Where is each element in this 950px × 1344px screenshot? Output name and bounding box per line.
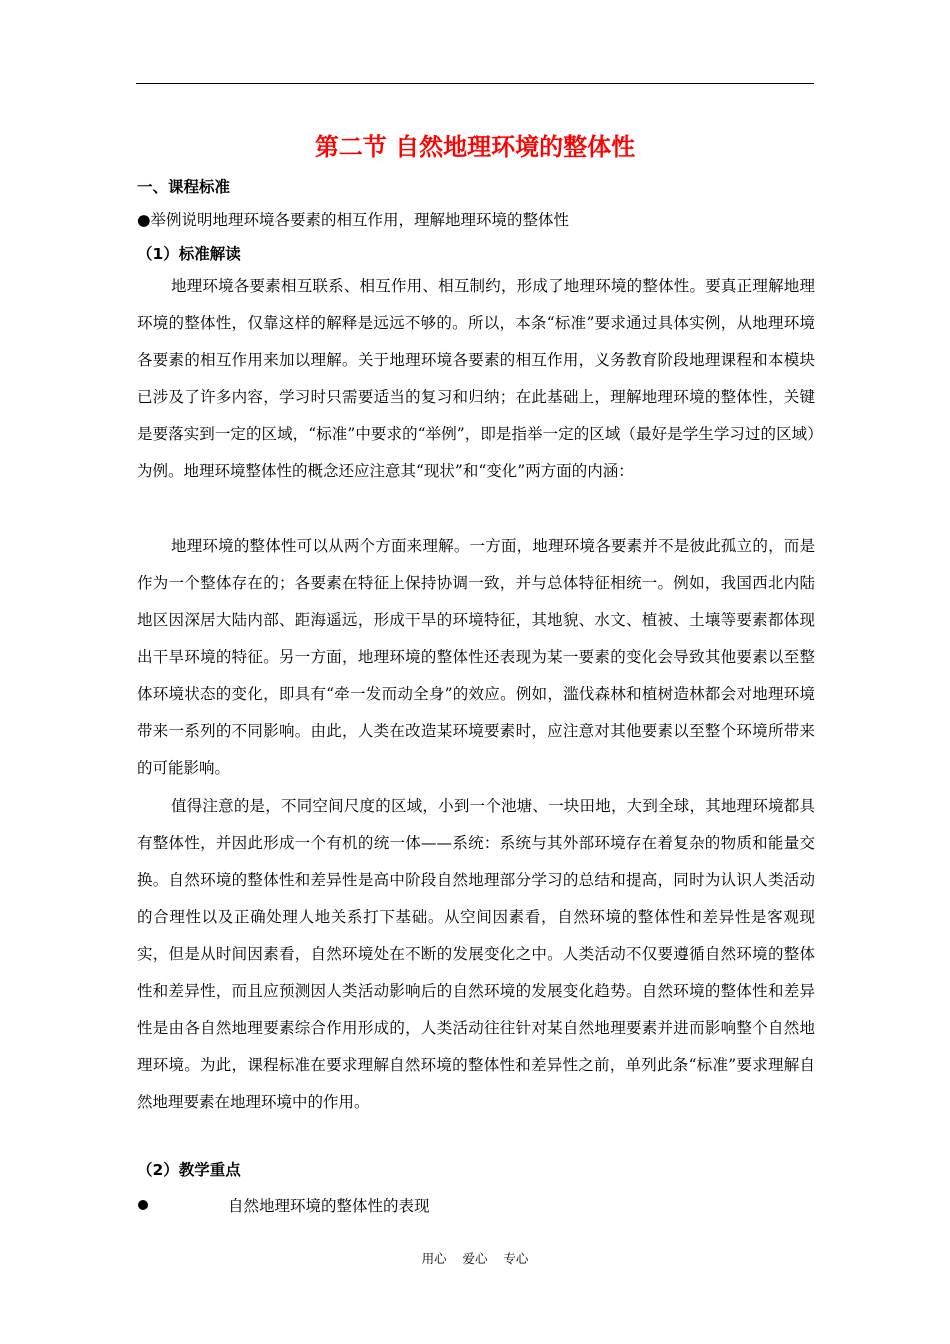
- paragraph-2: 地理环境的整体性可以从两个方面来理解。一方面，地理环境各要素并不是彼此孤立的，而是作为一个整体存在的；各要素在特征上保持协调一致，并与总体特征相统一。例如，我国西北内陆地区因深居大陆内部、距海遥远，形成干旱的环境特征，其地貌、水文、植被、土壤等要素都体现出干旱环境的特征。另一方面，地理环境的整体性还表现为某一要素的变化会导致其他要素以至整体环境状态的变化，即具有“牵一发而动全身”的效应。例如，滥伐森林和植树造林都会对地理环境带来一系列的不同影响。由此，人类在改造某环境要素时，应注意对其他要素以至整个环境所带来的可能影响。: [137, 537, 815, 777]
- standard-bullet-text: ●举例说明地理环境各要素的相互作用，理解地理环境的整体性: [137, 211, 570, 229]
- subheading-standard-interpretation: （1）标准解读: [137, 245, 241, 263]
- paragraph-1: 地理环境各要素相互联系、相互作用、相互制约，形成了地理环境的整体性。要真正理解地理环境的整体性，仅靠这样的解释是远远不够的。所以，本条“标准”要求通过具体实例，从地理环境各要素的相互作用来加以理解。关于地理环境各要素的相互作用，义务教育阶段地理课程和本模块已涉及了许多内容，学习时只需要适当的复习和归纳；在此基础上，理解地理环境的整体性，关键是要落实到一定的区域，“标准”中要求的“举例”，即是指举一定的区域（最好是学生学习过的区域）为例。地理环境整体性的概念还应注意其“现状”和“变化”两方面的内涵：: [137, 277, 815, 480]
- subheading-teaching-focus: （2）教学重点: [137, 1161, 241, 1179]
- section-heading-curriculum-standard: 一、课程标准: [137, 178, 231, 196]
- paragraph-3: 值得注意的是，不同空间尺度的区域，小到一个池塘、一块田地，大到全球，其地理环境都具有整体性，并因此形成一个有机的统一体——系统：系统与其外部环境存在着复杂的物质和能量交换。自然环境的整体性和差异性是高中阶段自然地理部分学习的总结和提高，同时为认识人类活动的合理性以及正确处理人地关系打下基础。从空间因素看，自然环境的整体性和差异性是客观现实，但是从时间因素看，自然环境处在不断的发展变化之中。人类活动不仅要遵循自然环境的整体性和差异性，而且应预测因人类活动影响后的自然环境的发展变化趋势。自然环境的整体性和差异性是由各自然地理要素综合作用形成的，人类活动往往针对某自然地理要素并进而影响整个自然地理环境。为此，课程标准在要求理解自然环境的整体性和差异性之前，单列此条“标准”要求理解自然地理要素在地理环境中的作用。: [137, 797, 815, 1111]
- bullet-dot-icon: [138, 1200, 148, 1210]
- key-point-item: 自然地理环境的整体性的表现: [228, 1197, 430, 1215]
- page-title: 第二节 自然地理环境的整体性: [314, 133, 636, 161]
- page-footer: 用心 爱心 专心: [421, 1251, 529, 1266]
- header-rule: [136, 83, 814, 84]
